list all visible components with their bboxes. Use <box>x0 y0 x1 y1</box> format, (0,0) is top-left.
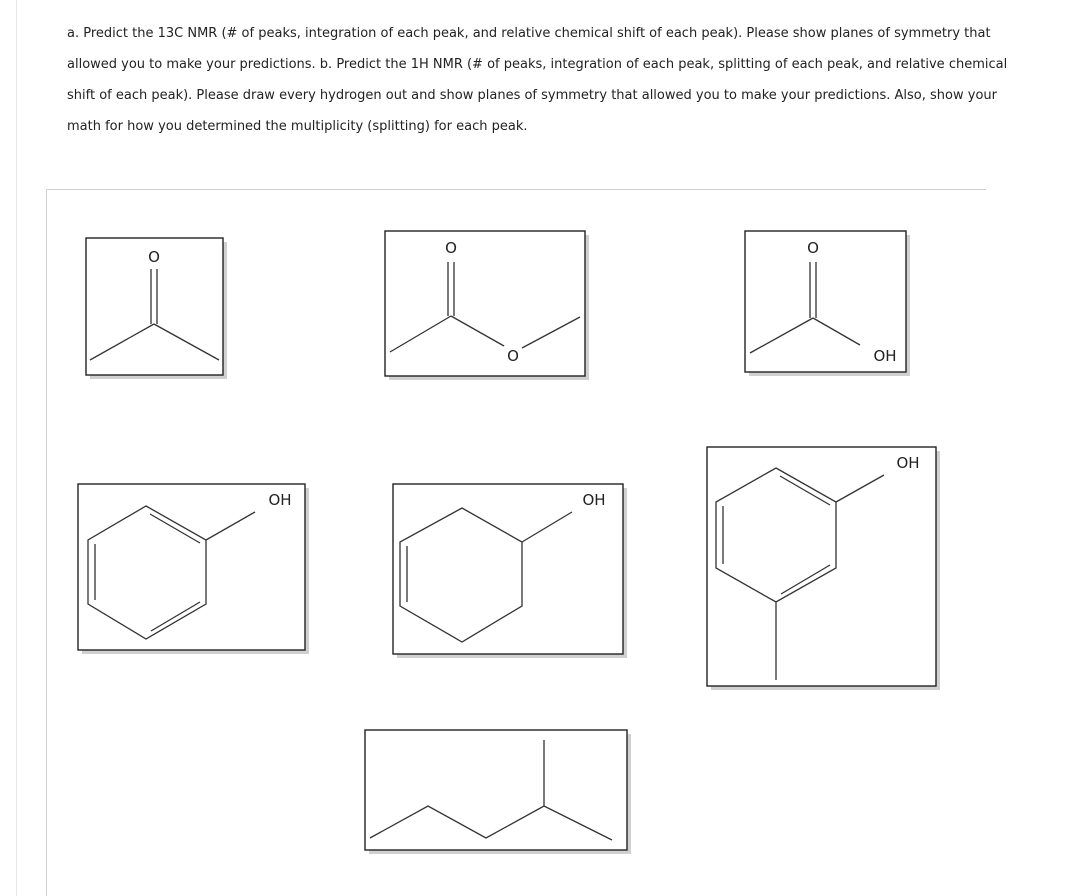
question-body: a. Predict the 13C NMR (# of peaks, integration of each peak, and relative chemical shift of each peak). Please show planes of symmetry that allowed you to make your predictions. b. Predict the 1H NMR (# of peaks, integration of each peak, splitting of each peak, and relative chemical shift of each peak). Please draw every hydrogen out and show planes of symmetry that allowed you to make your predictions. Also, show your math for how you determined the multiplicity (splitting) for each peak. <box>67 26 1008 134</box>
acetone-oxygen-label: O <box>148 248 160 266</box>
structure-m-cresol <box>707 447 940 690</box>
acetic-acid-oxygen-label: O <box>807 239 819 257</box>
m-cresol-hydroxyl-label: OH <box>896 454 920 472</box>
acetic-acid-hydroxyl-label: OH <box>873 347 897 365</box>
structure-phenol <box>78 484 309 654</box>
structure-2-methylpentane <box>365 730 631 854</box>
methyl-acetate-carbonyl-oxygen-label: O <box>445 239 457 257</box>
structure-methyl-acetate <box>385 231 589 380</box>
cyclohexenol-hydroxyl-label: OH <box>582 491 606 509</box>
structure-cyclohexenol <box>393 484 627 658</box>
methyl-acetate-ester-oxygen-label: O <box>507 347 519 365</box>
structure-acetone <box>86 238 227 379</box>
structure-acetic-acid <box>745 231 910 376</box>
phenol-hydroxyl-label: OH <box>268 491 292 509</box>
